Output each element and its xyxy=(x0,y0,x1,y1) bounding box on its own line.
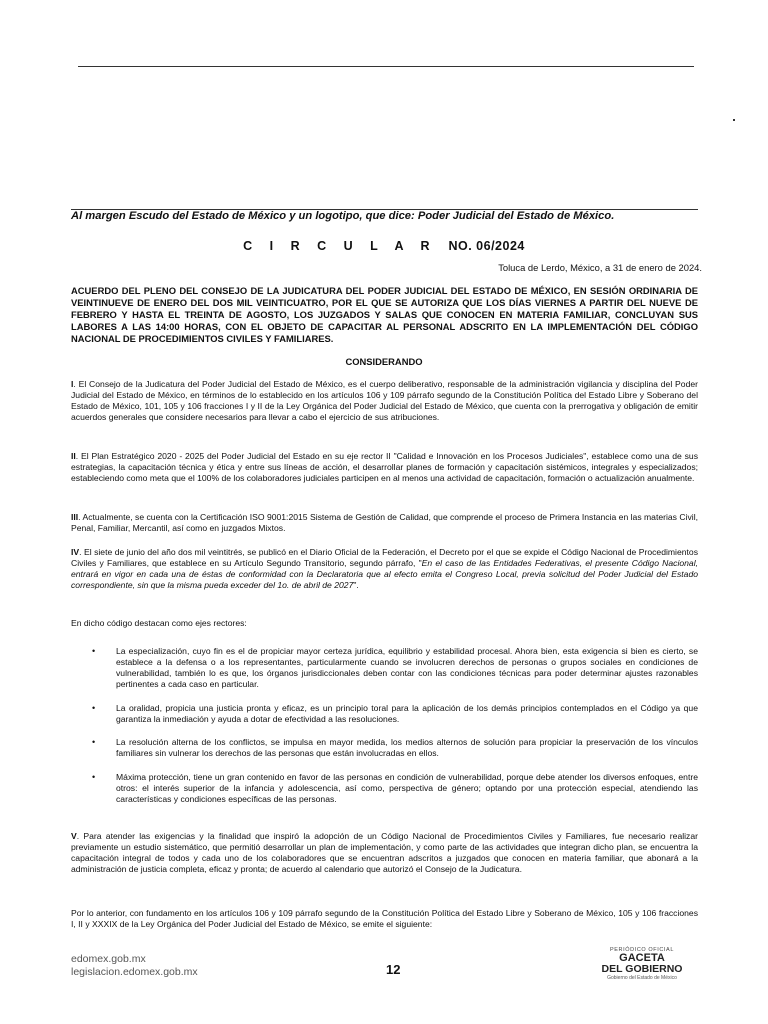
quote-end: ". xyxy=(353,579,359,590)
paragraph-text: . El siete de junio del año dos mil veintitrés, se publicó en el Diario Oficial de la Federación, el Decreto por el que se expide el Código Nacional de Procedimientos Civiles y Familiares, que establece en su Artículo Segundo Transitorio, segundo párrafo, " xyxy=(71,547,698,568)
transitorio-quote: En el caso de las Entidades Federativas, el presente Código Nacional, entrará en vigor en cada una de éstas de conformidad con la Declaratoria que al efecto emita el Congreso Local, previa solicitud del Poder Judicial del Estado correspondiente, sin que la misma pueda exceder del 1o. de abril de 2027 xyxy=(71,557,698,590)
list-item: • Máxima protección, tiene un gran contenido en favor de las personas en condición de vulnerabilidad, porque debe atender los diversos enfoques, entre otros: el interés superior de la infancia y adolescencia, así como, perspectiva de género; optando por una protección especial, atendiendo las características y condiciones específicas de las personas. xyxy=(92,772,698,805)
paragraph-ii xyxy=(71,451,698,484)
paragraph-text: . Actualmente, se cuenta con la Certificación ISO 9001:2015 Sistema de Gestión de Calidad, que comprende el proceso de Primera Instancia en las materias Civil, Penal, Familiar, Mercantil, así como en juzgados Mixtos. xyxy=(71,512,698,533)
ejes-intro: En dicho código destacan como ejes rectores: xyxy=(71,618,247,628)
paragraph-number: II xyxy=(71,451,76,461)
paragraph-text: . Para atender las exigencias y la finalidad que inspiró la adopción de un Código Nacional de Procedimientos Civiles y Familiares, fue necesario realizar previamente un estudio sistemático, que permitió desarrollar un plan de implementación, y como parte de las actividades que integran dicho plan, se encuentra la capacitación integral de todos y cada uno de los colaboradores que se encuentran adscritos a juzgados que conocen en materia familiar, que abonará a la administración de justicia completa, eficaz y pronta; de acuerdo al calendario que autorizó el Consejo de la Judicatura. xyxy=(71,831,698,874)
list-item: • La especialización, cuyo fin es el de propiciar mayor certeza jurídica, equilibrio y estabilidad procesal. Ahora bien, esta exigencia si bien es cierto, se establece a la defensa o a los representantes, particularmente cuando se involucren derechos de personas o grupos sociales en condiciones de vulnerabilidad, también lo es que, los órganos jurisdiccionales deben contar con las condiciones técnicas para poder determinar ajustes razonables pertinentes a cada caso en particular. xyxy=(92,646,698,689)
circular-number: NO. 06/2024 xyxy=(448,239,525,253)
paragraph-number: V xyxy=(71,831,77,841)
gazette-title: GACETA xyxy=(619,952,665,964)
gazette-kicker: PERIÓDICO OFICIAL xyxy=(610,947,674,953)
paragraph-number: I xyxy=(71,379,74,389)
paragraph-v xyxy=(71,831,698,875)
header-rule xyxy=(78,66,694,67)
gazette-tagline: Gobierno del Estado de México xyxy=(607,975,677,981)
margin-note: Al margen Escudo del Estado de México y un logotipo, que dice: Poder Judicial del Estado de México. xyxy=(71,210,615,222)
paragraph-iii xyxy=(71,512,698,534)
paragraph-text: . El Plan Estratégico 2020 - 2025 del Poder Judicial del Estado en su eje rector II "Calidad e Innovación en los Procesos Judiciales", establece como una de sus estrategias, la capacitación técnica y ética y entre sus líneas de acción, el desarrollar planes de formación y capacitación sistémicos, integrales y especializados; estableciendo como meta que el 100% de los colaboradores judiciales participen en al menos una actividad de capacitación, formación o actualización anualmente. xyxy=(71,451,698,483)
footer-link-edomex[interactable]: edomex.gob.mx xyxy=(71,953,146,965)
paragraph-number: IV xyxy=(71,547,80,557)
ejes-list xyxy=(71,646,698,818)
bullet-icon: • xyxy=(92,646,96,656)
date-line: Toluca de Lerdo, México, a 31 de enero de 2024. xyxy=(498,262,702,273)
bullet-icon: • xyxy=(92,702,96,713)
circular-title xyxy=(0,239,768,253)
gazette-subtitle: DEL GOBIERNO xyxy=(601,963,683,975)
list-item: • La oralidad, propicia una justicia pronta y eficaz, es un principio toral para la aplicación de los demás principios contemplados en el Código ya que garantiza la inmediación y ayuda a dotar de efectividad a las resoluciones. xyxy=(92,702,698,724)
stray-mark xyxy=(733,119,735,121)
list-item: • La resolución alterna de los conflictos, se impulsa en mayor medida, los medios alternos de solución para propiciar la preservación de los vínculos familiares sin vulnerar los derechos de las personas que están involucradas en ellos. xyxy=(92,737,698,759)
acuerdo-heading: ACUERDO DEL PLENO DEL CONSEJO DE LA JUDICATURA DEL PODER JUDICIAL DEL ESTADO DE MÉXICO, EN SESIÓN ORDINARIA DE VEINTINUEVE DE ENERO DEL DOS MIL VEINTICUATRO, POR EL QUE SE AUTORIZA QUE LOS DÍAS VIERNES A PARTIR DEL NUEVE DE FEBRERO Y HASTA EL TREINTA DE AGOSTO, LOS JUZGADOS Y SALAS QUE CONOCEN EN MATERIA FAMILIAR, CONCLUYAN SUS LABORES A LAS 14:00 HORAS, CON EL OBJETO DE CAPACITAR AL PERSONAL ADSCRITO EN LA IMPLEMENTACIÓN DEL CÓDIGO NACIONAL DE PROCEDIMIENTOS CIVILES Y FAMILIARES. xyxy=(71,285,698,344)
closing-paragraph: Por lo anterior, con fundamento en los artículos 106 y 109 párrafo segundo de la Constitución Política del Estado Libre y Soberano de México, 105 y 106 fracciones I, II y XXXIX de la Ley Orgánica del Poder Judicial del Estado de México, se emite el siguiente: xyxy=(71,908,698,929)
circular-word: C I R C U L A R xyxy=(243,239,437,253)
bullet-icon: • xyxy=(92,737,96,748)
page-number: 12 xyxy=(386,962,401,977)
paragraph-i xyxy=(71,379,698,423)
gazette-logo xyxy=(590,947,694,981)
paragraph-text: . El Consejo de la Judicatura del Poder Judicial del Estado de México, es el cuerpo deliberativo, responsable de la administración vigilancia y disciplina del Poder Judicial del Estado de México, en términos de lo establecido en los artículos 106 y 109 párrafo segundo de la Constitución Política del Estado Libre y Soberano del Estado de México, 101, 105 y 106 fracciones I y II de la Ley Orgánica del Poder Judicial del Estado de México, que cuenta con la prerrogativa y obligación de emitir acuerdos generales que considere necesarios para llevar a cabo el ejercicio de sus atribuciones. xyxy=(71,379,698,422)
considerando-heading: CONSIDERANDO xyxy=(345,356,423,367)
footer-link-legislacion[interactable]: legislacion.edomex.gob.mx xyxy=(71,966,198,978)
paragraph-iv xyxy=(71,547,698,591)
paragraph-number: III xyxy=(71,512,79,522)
footer-links xyxy=(71,953,198,979)
bullet-icon: • xyxy=(92,772,96,783)
